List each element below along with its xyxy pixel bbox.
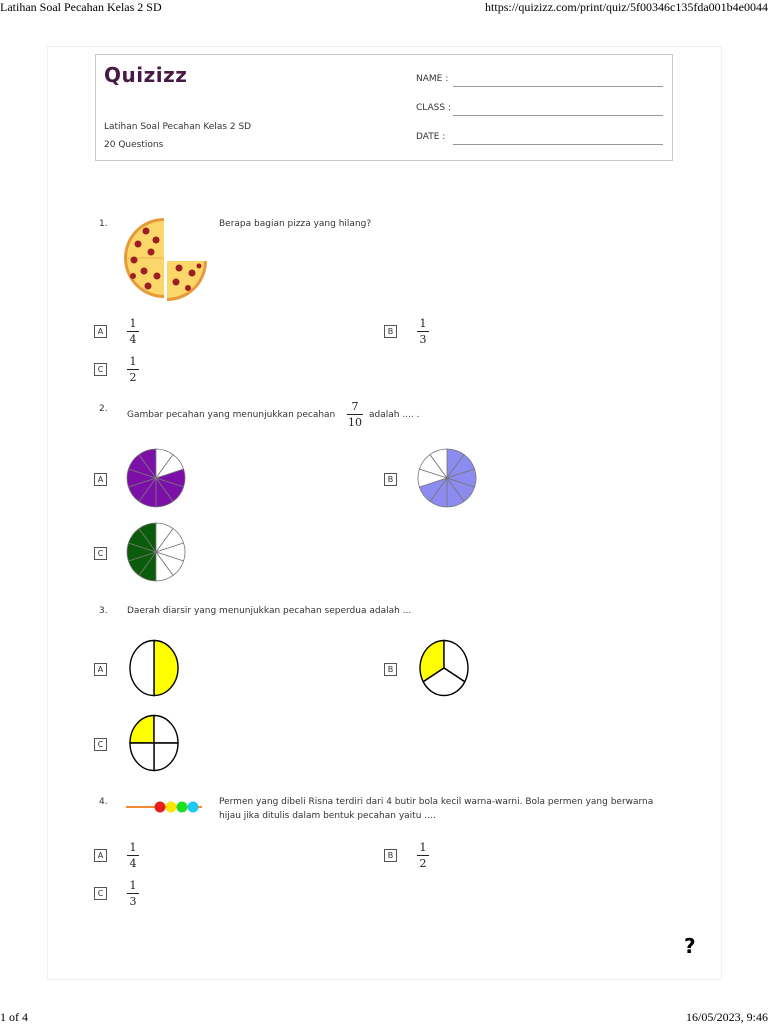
option-a-marker[interactable]: A	[94, 849, 107, 862]
pizza-image	[124, 216, 208, 302]
option-c-marker[interactable]: C	[94, 547, 107, 560]
circle-part	[154, 641, 178, 696]
question-text: Gambar pecahan yang menunjukkan pecahan	[127, 410, 336, 420]
page-url: https://quizizz.com/print/quiz/5f00346c135fda001b4e0044	[485, 0, 768, 14]
option-a-fraction[interactable]: $\frac{1}{4}$	[127, 317, 139, 346]
name-field[interactable]	[453, 86, 663, 87]
option-a-fraction-circle[interactable]	[126, 448, 186, 508]
option-c-fraction-circle[interactable]	[126, 522, 186, 582]
question-number: 2.	[99, 404, 108, 414]
circle-part	[154, 743, 178, 771]
question-text: Daerah diarsir yang menunjukkan pecahan seperdua adalah ...	[127, 606, 412, 616]
date-field[interactable]	[453, 144, 663, 145]
option-b-marker[interactable]: B	[384, 325, 397, 338]
question-text: Permen yang dibeli Risna terdiri dari 4 butir bola kecil warna-warni. Bola permen yang berwarna	[219, 797, 654, 807]
document-title: Latihan Soal Pecahan Kelas 2 SD	[0, 0, 162, 14]
question-number: 4.	[99, 797, 108, 807]
option-a-marker[interactable]: A	[94, 663, 107, 676]
question-number: 1.	[99, 219, 108, 229]
option-b-fraction[interactable]: $\frac{1}{2}$	[417, 841, 429, 870]
question-fraction: $\frac{7}{10}$	[348, 400, 362, 429]
question-text: Berapa bagian pizza yang hilang?	[219, 219, 372, 229]
question-text-line-2: hijau jika ditulis dalam bentuk pecahan yaitu ....	[219, 811, 436, 821]
circle-part	[130, 743, 154, 771]
date-label: DATE :	[416, 132, 446, 142]
option-c-marker[interactable]: C	[94, 887, 107, 900]
help-button[interactable]: ?	[684, 934, 696, 958]
page-counter: 1 of 4	[0, 1010, 28, 1024]
option-c-marker[interactable]: C	[94, 363, 107, 376]
quizizz-logo: Quizizz	[104, 63, 188, 87]
option-b-fraction-circle[interactable]	[417, 448, 477, 508]
question-count: 20 Questions	[104, 140, 164, 150]
class-field[interactable]	[453, 115, 663, 116]
class-label: CLASS :	[416, 103, 451, 113]
circle-part	[130, 716, 154, 744]
circle-part	[130, 641, 154, 696]
worksheet-page	[47, 46, 722, 980]
option-b-marker[interactable]: B	[384, 663, 397, 676]
option-c-fraction[interactable]: $\frac{1}{3}$	[127, 879, 139, 908]
option-b-fraction[interactable]: $\frac{1}{3}$	[417, 317, 429, 346]
print-datetime: 16/05/2023, 9:46	[685, 1010, 768, 1024]
option-a-half-circle[interactable]	[129, 639, 181, 697]
option-a-marker[interactable]: A	[94, 325, 107, 338]
option-a-marker[interactable]: A	[94, 473, 107, 486]
candy-image	[126, 800, 204, 814]
option-b-marker[interactable]: B	[384, 849, 397, 862]
question-number: 3.	[99, 606, 108, 616]
option-c-marker[interactable]: C	[94, 738, 107, 751]
option-a-fraction[interactable]: $\frac{1}{4}$	[127, 841, 139, 870]
option-b-marker[interactable]: B	[384, 473, 397, 486]
circle-part	[154, 716, 178, 744]
quiz-title: Latihan Soal Pecahan Kelas 2 SD	[104, 122, 252, 132]
option-c-fraction[interactable]: $\frac{1}{2}$	[127, 355, 139, 384]
worksheet-header	[95, 54, 673, 161]
name-label: NAME :	[416, 74, 449, 84]
option-c-quarter-circle[interactable]	[129, 714, 181, 772]
option-b-third-circle[interactable]	[419, 639, 471, 697]
question-text-end: adalah .... .	[369, 410, 420, 420]
